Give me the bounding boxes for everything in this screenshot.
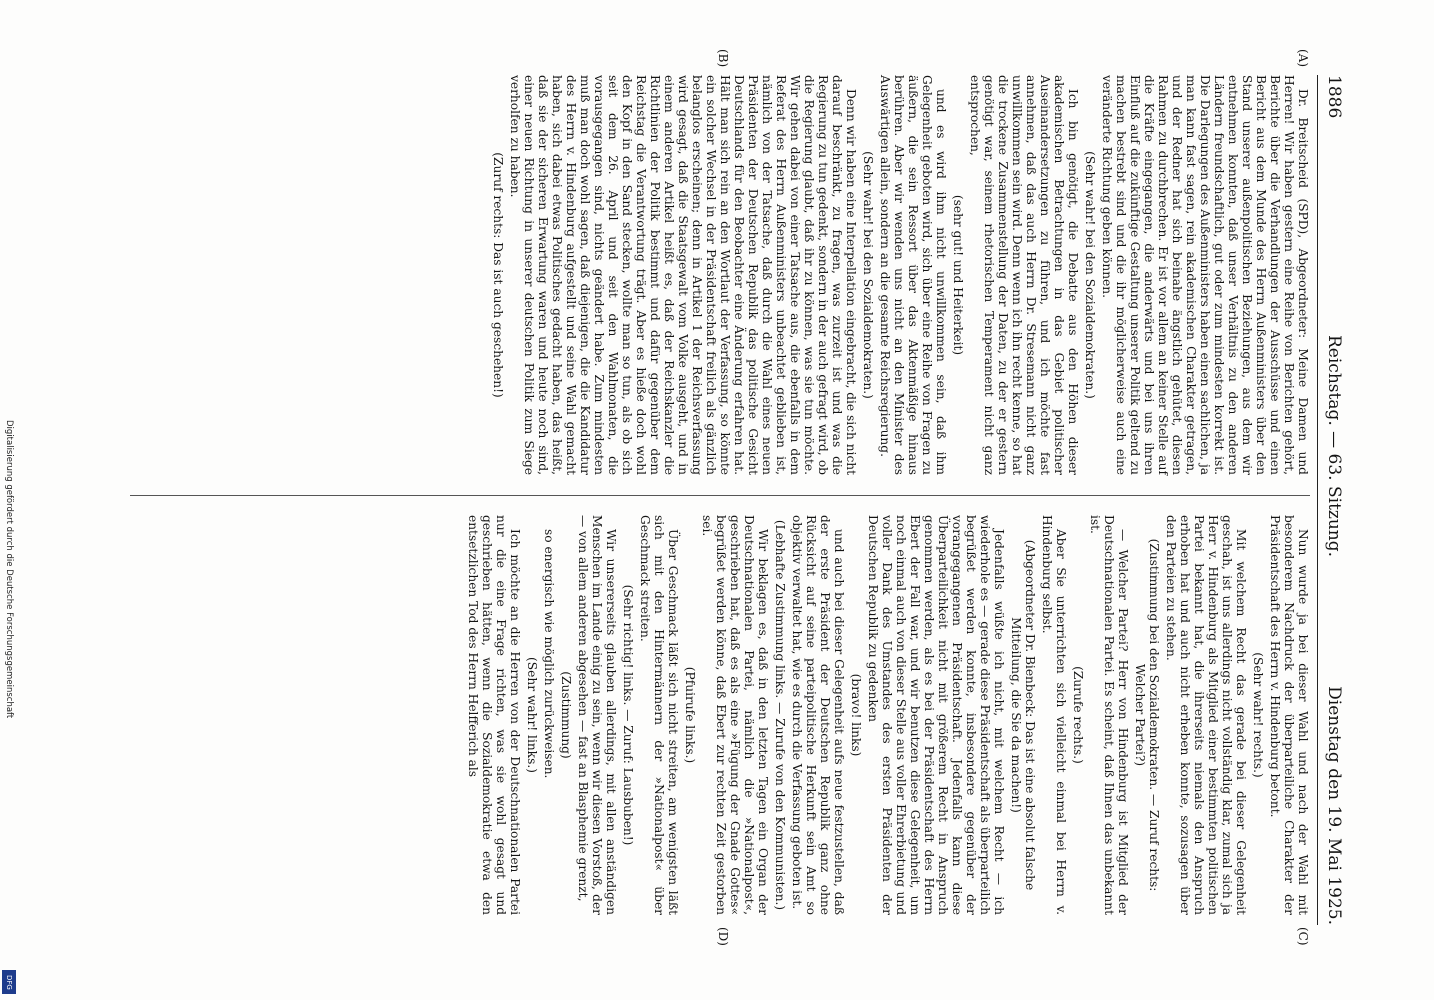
session-date: Dienstag den 19. Mai 1925. <box>1324 686 1344 925</box>
page-number: 1886 <box>1324 75 1344 119</box>
interjection: (Abgeordneter Dr. Bienbeck: Das ist eine absolut falsche Mitteilung, die Sie da machen!) <box>1009 539 1037 891</box>
paragraph: so energisch wie möglich zurückweisen. <box>542 529 556 779</box>
credit-text: Digitalisierung gefördert durch die Deutsche Forschungsgemeinschaft <box>4 420 14 719</box>
paragraph: Mit welchem Recht das gerade bei dieser Gelegenheit geschah, ist uns allerdings nicht vollständig klar, zumal sich ja Herr v. Hindenburg als Mitglied einer bestimmten politischen Partei bekannt hat, die ihrerseits niemals den Anspruch erhoben hat und auch nicht erheben konnte, sozusagen über den Parteien zu stehen. <box>1164 515 1248 915</box>
interjection: (Sehr wahr! bei den Sozialdemokraten.) <box>1083 151 1097 399</box>
interjection: (Sehr richtig! links. — Zuruf: Lausbuben!) <box>621 584 635 846</box>
interjection: (Sehr wahr! rechts.) <box>1251 652 1265 778</box>
page-header <box>1317 75 1350 925</box>
paragraph: und es wird ihm nicht unwillkommen sein, daß ihm Gelegenheit geboten wird, sich über eine Reihe von Fragen zu äußern, die sein Ressort über das Aktenmäßige hinaus berühren. Aber wir wenden uns nicht an den Minister des Auswärtigen allein, sondern an die gesamte Reichsregierung. <box>878 75 948 475</box>
paragraph: Wir beklagen es, daß in den letzten Tagen ein Organ der Deutschnationalen Partei, nämlich die »Nationalpost«, geschrieben hat, daß es als eine »Fügung der Gnade Gottes« begrüßet werden könne, daß Ebert zur rechten Zeit gestorben sei. <box>700 515 770 915</box>
right-text-column <box>464 515 1310 915</box>
interjection: (Zustimmung) <box>559 671 573 759</box>
paragraph: Dr. Breitscheid (SPD), Abgeordneter: Meine Damen und Herren! Wir haben gestern eine Reihe von Berichten gehört, Berichte über die Verhandlungen der Ausschüsse und einen Bericht aus dem Munde des Herrn Außenministers über den Stand unserer außenpolitischen Beziehungen, aus dem wir entnehmen konnten, daß unser Verhältnis zu den anderen Ländern freundschaftlich, gut oder zum mindesten korrekt ist. Die Darlegungen des Außenministers haben einen sachlichen, ja man kann fast sagen, rein akademischen Charakter getragen, und der Redner hat sich beinahe ängstlich gehütet, diesen Rahmen zu durchbrechen. Er ist vor allem an keiner Stelle auf die Kräfte eingegangen, die anderwärts und bei uns ihren Einfluß auf die zukünftige Gestaltung unserer Politik geltend zu machen bestrebt sind und die ihr möglicherweise auch eine veränderte Richtung geben können. <box>1100 75 1310 475</box>
margin-marker-b: (B) <box>716 49 730 68</box>
paragraph: und auch bei dieser Gelegenheit aufs neue festzustellen, daß der erste Präsident der Deutschen Republik ganz ohne Rücksicht auf seine parteipolitische Herkunft sein Amt so objektiv verwaltet hat, wie es durch die Verfassung geboten ist. <box>790 515 846 915</box>
paragraph: Aber Sie unterrichten sich vielleicht einmal bei Herrn v. Hindenburg selbst. <box>1040 515 1068 915</box>
interjection: (Zuruf rechts: Das ist auch geschehen!) <box>491 152 505 398</box>
margin-marker-c: (C) <box>1296 927 1310 946</box>
paragraph: Denn wir haben eine Interpellation eingebracht, die sich nicht darauf beschränkt, zu fragen, was zurzeit ist und was die Regierung zu tun gedenkt, sondern in der auch gefragt wird, ob die Regierung glaubt, daß ihr zu können, was sie tun möchte. Wir gehen dabei von einer Tatsache aus, die ebenfalls in dem Referat des Herrn Außenministers unbeachtet geblieben ist, nämlich von der Tatsache, daß durch die Wahl eines neuen Präsidenten der Deutschen Republik das politische Gesicht Deutschlands für den Beobachter eine Änderung erfahren hat. Hält man sich rein an den Wortlaut der Verfassung, so könnte ein solcher Wechsel in der Präsidentschaft freilich als gänzlich belanglos erscheinen; denn in Artikel 1 der Reichsverfassung wird gesagt, daß die Staatsgewalt vom Volke ausgeht, und in einem anderen Artikel heißt es, daß der Reichskanzler die Richtlinien der Politik bestimmt und dafür gegenüber dem Reichstag die Verantwortung trägt. Aber es hieße doch wohl den Kopf in den Sand stecken, wollte man so tun, als ob sich seit dem 26. April und seit den Wahlmonaten, die vorausgegangen sind, nichts geändert habe. Zum mindesten muß man doch wohl sagen, daß diejenigen, die die Kandidatur des Herrn v. Hindenburg aufgestellt und seine Wahl gemacht haben, sich dabei etwas Politisches gedacht haben, das heißt, daß sie der sicheren Erwartung waren und heute noch sind, einer neuen Richtung in unserer deutschen Politik zum Siege verholfen zu haben. <box>508 75 858 476</box>
left-text-column <box>488 75 1310 475</box>
interjection: (bravo! links) <box>849 673 863 757</box>
paragraph: Wir unsererseits glauben allerdings, mit allen anständigen Menschen im Lande einig zu sein, wenn wir diesen Vorstoß, der — von allem anderen abgesehen — fast an Blasphemie grenzt, <box>576 515 618 915</box>
digitization-credit <box>0 420 18 1000</box>
paragraph: — Welcher Partei? Herr von Hindenburg ist Mitglied der Deutschnationalen Partei. Es scheint, daß Ihnen das unbekannt ist. <box>1088 515 1130 915</box>
margin-marker-a: (A) <box>1296 49 1310 68</box>
paragraph: Über Geschmack läßt sich nicht streiten, am wenigsten läßt sich mit den Hintermännern der »Nationalpost« über Geschmack streiten. <box>638 515 680 915</box>
dfg-logo: DFG <box>2 970 16 994</box>
margin-marker-d: (D) <box>716 927 730 946</box>
interjection: (Sehr wahr! bei den Sozialdemokraten.) <box>861 151 875 399</box>
paragraph: Jedenfalls wüßte ich nicht, mit welchem Recht — ich wiederhole es — gerade diese Präsidentschaft als überparteilich begrüßet werden konnte, insbesondere gegenüber der vorangegangenen Präsidentschaft. Jedenfalls kann diese Überparteilichkeit nicht mit größerem Recht in Anspruch genommen werden, als es bei der Präsidentschaft des Herrn Ebert der Fall war, und wir benutzen diese Gelegenheit, um noch einmal auch von dieser Stelle aus voller Ehrerbietung und voller Dank des Umstandes des ersten Präsidenten der Deutschen Republik zu gedenken <box>866 515 1006 915</box>
interjection: (Zustimmung bei den Sozialdemokraten. — Zuruf rechts: Welcher Partei?) <box>1133 538 1161 892</box>
paragraph: Ich möchte an die Herren von der Deutschnationalen Partei nur die eine Frage richten, was sie wohl gesagt und geschrieben hätten, wenn die Sozialdemokratie etwa den entsetzlichen Tod des Herrn Helfferich als <box>466 515 522 915</box>
interjection: (Zurufe rechts.) <box>1071 666 1085 764</box>
interjection: (Lebhafte Zustimmung links. — Zurufe von den Kommunisten.) <box>773 519 787 911</box>
interjection: (sehr gut! und Heiterkeit) <box>951 194 965 356</box>
paragraph: Nun wurde ja bei dieser Wahl und nach der Wahl mit besonderem Nachdruck der überparteiliche Charakter der Präsidentschaft des Herrn v. Hindenburg betont. <box>1268 515 1310 915</box>
interjection: (Pfuirufe links.) <box>683 666 697 764</box>
session-title: Reichstag. — 63. Sitzung. <box>1324 335 1344 558</box>
rotated-page-content <box>115 49 1350 946</box>
paragraph: Ich bin genötigt, die Debatte aus den Höhen dieser akademischen Betrachtungen in das Gebiet politischer Auseinandersetzungen zu führen, und ich möchte fast annehmen, daß das auch Herrn Dr. Stresemann nicht ganz unwillkommen sein wird. Denn wenn ich ihn recht kenne, so hat die trockene Zusammenstellung der Daten, zu der er gestern genötigt war, seinem rhetorischen Temperament nicht ganz entsprochen, <box>968 75 1080 475</box>
interjection: (Sehr wahr! links.) <box>525 657 539 773</box>
column-separator <box>130 495 1310 496</box>
